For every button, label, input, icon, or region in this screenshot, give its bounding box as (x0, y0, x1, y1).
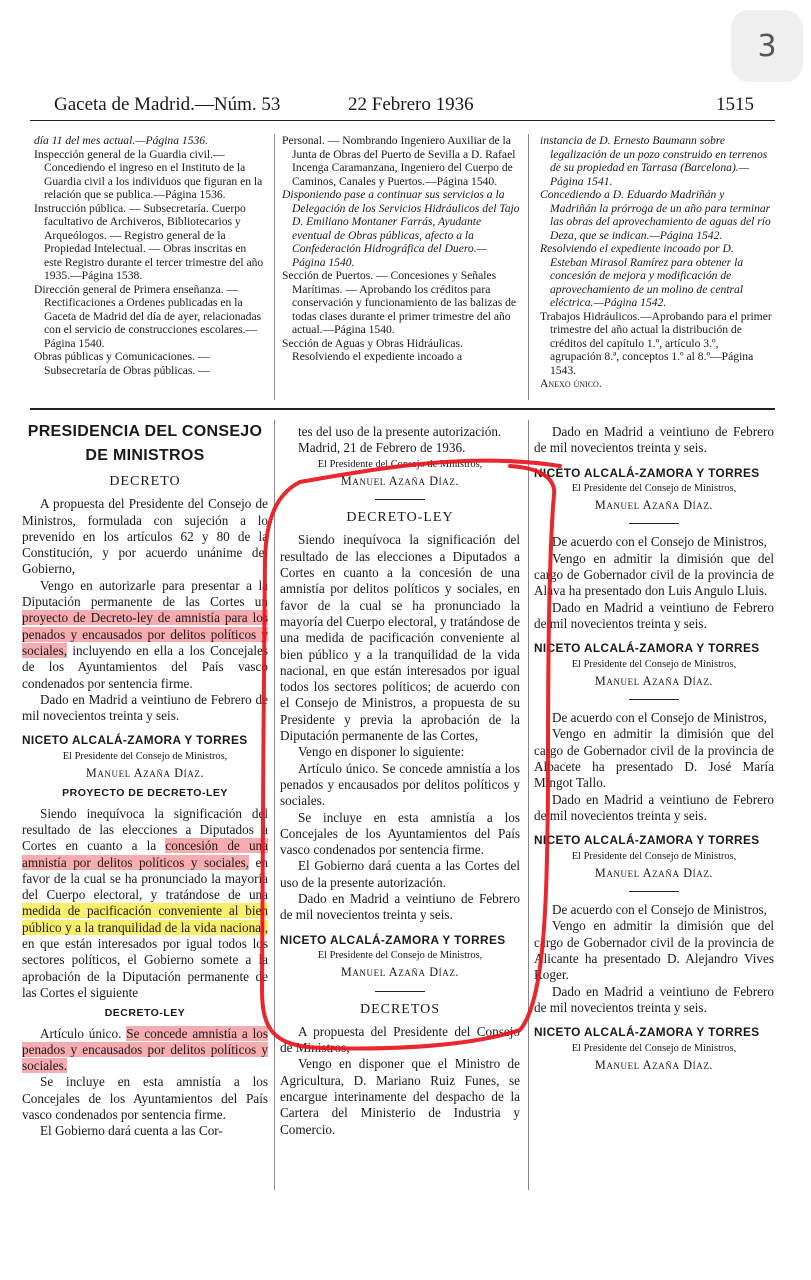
signature-caption: El Presidente del Consejo de Ministros, (571, 658, 737, 670)
paragraph: Se incluye en esta amnistía a los Concejales de los Ayuntamientos del País vasco condenados por sentencia firme. (22, 1074, 268, 1122)
signature-president: NICETO ALCALÁ-ZAMORA Y TORRES (534, 641, 760, 656)
paragraph: Artículo único. Se concede amnistía a los penados y encausados por delitos políticos y sociales. (22, 1025, 268, 1074)
signature-president: NICETO ALCALÁ-ZAMORA Y TORRES (534, 833, 760, 848)
paragraph: A propuesta del Presidente del Consejo de Ministros, formulada con sujeción a lo prevenido en los artículos 62 y 80 de la Constitución, y por acuerdo unánime del Gobierno, (22, 496, 268, 577)
index-entry: Sección de Puertos. — Concesiones y Señales Marítimas. — Aprobando los créditos para conservación y funcionamiento de las balizas de todas clases durante el primer trimestre del año actual.—Página 1540. (282, 269, 517, 336)
signature-caption: El Presidente del Consejo de Ministros, (317, 458, 483, 470)
paragraph: De acuerdo con el Consejo de Ministros, (552, 534, 767, 550)
decree-title: DECRETO (109, 474, 181, 489)
paragraph: Dado en Madrid a veintiuno de Febrero de mil novecientos treinta y seis. (534, 599, 774, 631)
paragraph: Vengo en disponer lo siguiente: (298, 744, 465, 760)
paragraph: Artículo único. Se concede amnistía a los penados y encausados por delitos políticos y sociales. (280, 760, 520, 809)
highlight-yellow: medida de pacificación conveniente al bien público y a la tranquilidad de la vida nacional, (22, 903, 268, 935)
highlight-red: concesión de una amnistía por delitos políticos y sociales, (22, 838, 269, 870)
highlight-red: proyecto de Decreto-ley de amnistía para los penados y encausados por delitos políticos y sociales, (22, 610, 268, 658)
signature-minister: Manuel Azaña Díaz. (594, 865, 714, 880)
signature-caption: El Presidente del Consejo de Ministros, (317, 949, 483, 961)
paragraph: Se incluye en esta amnistía a los Concejales de los Ayuntamientos del País vasco condenados por sentencia firme. (280, 809, 520, 858)
highlight-red: Se concede amnistía a los penados y encausados por delitos políticos y sociales. (22, 1025, 268, 1074)
gazette-date: 22 Febrero 1936 (348, 94, 474, 115)
signature-minister: Manuel Azaña Díaz. (594, 1057, 714, 1072)
decree-title: DECRETOS (359, 1001, 441, 1017)
signature-minister: Manuel Azaña Díaz. (85, 766, 205, 781)
paragraph: Madrid, 21 de Febrero de 1936. (298, 440, 466, 456)
index-entry: Dirección general de Primera enseñanza. — Rectificaciones a Ordenes publicadas en la Gaceta de Madrid del día de ayer, relacionadas con el servicio de construcciones escolares.—Página 1540. (34, 282, 262, 350)
index-entry: Personal. — Nombrando Ingeniero Auxiliar de la Junta de Obras del Puerto de Sevilla a D. Rafael Incenga Caramanzana, Ingeniero del Cuerpo de Caminos, Canales y Puertos.—Página 1540. (282, 134, 516, 188)
red-annotation-stroke (262, 461, 560, 1049)
signature-minister: Manuel Azaña Díaz. (594, 498, 714, 513)
signature-caption: El Presidente del Consejo de Ministros, (571, 1042, 737, 1054)
decretoley-title: DECRETO-LEY (104, 1007, 186, 1020)
paragraph: Dado en Madrid a veintiuno de Febrero de mil novecientos treinta y seis. (22, 691, 268, 724)
index-entry: Concediendo a D. Eduardo Madriñán y Madriñán la prórroga de un año para terminar las obras del aprovechamiento de aguas del río Deza, que se indican.—Página 1542. (540, 188, 771, 242)
index-entry: Obras públicas y Comunicaciones. — Subsecretaría de Obras públicas. — (34, 350, 210, 377)
paragraph: Vengo en admitir la dimisión que del cargo de Gobernador civil de la provincia de Albacete ha presentado D. José María Mingot Tallo. (534, 726, 774, 791)
paragraph: Vengo en admitir la dimisión que del cargo de Gobernador civil de la provincia de Alicante ha presentado D. Alejandro Vives Roger. (534, 918, 774, 983)
signature-minister: Manuel Azaña Díaz. (594, 673, 714, 688)
index-entry: Instrucción pública. — Subsecretaría. Cuerpo facultativo de Archiveros, Bibliotecarios y Arqueólogos. — Registro general de la Propiedad Intelectual. — Obras inscritas en este Registro durante el tercer trimestre del año 1935.—Página 1538. (34, 201, 264, 282)
paragraph: Dado en Madrid a veintiuno de Febrero de mil novecientos treinta y seis. (280, 891, 520, 923)
signature-minister: Manuel Azaña Díaz. (340, 473, 460, 488)
paragraph: Vengo en admitir la dimisión que del cargo de Gobernador civil de la provincia de Alava ha presentado don Luis Angulo Lluis. (534, 550, 774, 599)
signature-president: NICETO ALCALÁ-ZAMORA Y TORRES (534, 465, 760, 480)
section-heading: DE MINISTROS (85, 447, 205, 464)
page-number-badge: 3 (731, 10, 803, 82)
decree-title: DECRETO-LEY (346, 510, 454, 526)
gazette-title: Gaceta de Madrid.—Núm. 53 (54, 94, 281, 115)
index-entry: Resolviendo el expediente incoado por D. Esteban Mirasol Ramírez para obtener la concesión de mejora y modificación de aprovechamiento de un molino de central eléctrica.—Página 1542. (540, 242, 744, 309)
paragraph: De acuerdo con el Consejo de Ministros, (552, 902, 767, 918)
paragraph: A propuesta del Presidente del Consejo de Ministros, (280, 1023, 520, 1056)
signature-minister: Manuel Azaña Díaz. (340, 965, 460, 980)
paragraph: Vengo en autorizarle para presentar a la Diputación permanente de las Cortes un proyecto de Decreto-ley de amnistía para los penados y encausados por delitos políticos y sociales, incluyendo en ella a los Concejales de los Ayuntamientos del País vasco condenados por sentencia firme. (22, 577, 268, 691)
paragraph: Dado en Madrid a veintiuno de Febrero de mil novecientos treinta y seis. (534, 791, 774, 823)
index-entry: Disponiendo pase a continuar sus servicios a la Delegación de los Servicios Hidráulicos del Tajo D. Emiliano Montaner Farrás, Ayudante eventual de Obras públicas, afecto a la Confederación Hidrográfica del Duero.—Página 1540. (282, 188, 520, 269)
paragraph: Dado en Madrid a veintiuno de Febrero de mil novecientos treinta y seis. (534, 424, 774, 456)
paragraph: Vengo en disponer que el Ministro de Agricultura, D. Mariano Ruiz Funes, se encargue interinamente del despacho de la Cartera del Ministerio de Industria y Comercio. (280, 1056, 520, 1137)
gazette-page-number: 1515 (716, 94, 754, 115)
index-entry: Inspección general de la Guardia civil.—Concediendo el ingreso en el Instituto de la Guardia civil a los individuos que figuran en la relación que se publica.—Página 1536. (34, 147, 263, 201)
signature-caption: El Presidente del Consejo de Ministros, (571, 482, 737, 494)
index-entry: día 11 del mes actual.—Página 1536. (34, 134, 208, 147)
proyecto-title: PROYECTO DE DECRETO-LEY (62, 787, 228, 800)
paragraph: Dado en Madrid a veintiuno de Febrero de mil novecientos treinta y seis. (534, 983, 774, 1015)
signature-caption: El Presidente del Consejo de Ministros, (62, 750, 228, 762)
paragraph: De acuerdo con el Consejo de Ministros, (552, 710, 767, 726)
paragraph: Siendo inequívoca la significación del resultado de las elecciones a Diputados a Cortes en cuanto a la concesión de una amnistía por delitos políticos y sociales, en favor de la cual se ha pronunciado la mayoría del Cuerpo electoral, y tratándose de una medida de pacificación conveniente al bien público y a la tranquilidad de la vida nacional, en que están interesados por igual todos los sectores políticos; de acuerdo con el Consejo de Ministros, a propuesta de su Presidente y previa la aprobación de la Diputación permanente de las Cortes, (280, 532, 520, 744)
paragraph: El Gobierno dará cuenta a las Cor- (40, 1123, 223, 1139)
index-entry: Trabajos Hidráulicos.—Aprobando para el primer trimestre del año actual la distribución de créditos del capítulo 1.º, artículo 3.º, agrupación 8.ª, conceptos 1.º al 8.º—Página 1543. (540, 309, 772, 377)
signature-president: NICETO ALCALÁ-ZAMORA Y TORRES (22, 733, 248, 748)
index-entry: Anexo único. (540, 377, 602, 390)
paragraph: Siendo inequívoca la significación del resultado de las elecciones a Diputados a Cortes en cuanto a la concesión de una amnistía por delitos políticos y sociales, en favor de la cual se ha pronunciado la mayoría del Cuerpo electoral, y tratándose de una medida de pacificación conveniente al bien público y a la tranquilidad de la vida nacional, en que están interesados por igual todos los sectores políticos, el Gobierno somete a la aprobación de la Diputación permanente de las Cortes el siguiente (22, 805, 269, 1000)
signature-caption: El Presidente del Consejo de Ministros, (571, 850, 737, 862)
index-entry: instancia de D. Ernesto Baumann sobre legalización de un pozo construido en terrenos de su propiedad en Tarrasa (Barcelona).—Página 1541. (540, 134, 768, 188)
signature-president: NICETO ALCALÁ-ZAMORA Y TORRES (534, 1025, 760, 1040)
paragraph: El Gobierno dará cuenta a las Cortes del uso de la presente autorización. (280, 858, 520, 890)
section-heading: PRESIDENCIA DEL CONSEJO (27, 423, 263, 440)
index-entry: Sección de Aguas y Obras Hidráulicas. Resolviendo el expediente incoado a (282, 336, 463, 363)
signature-president: NICETO ALCALÁ-ZAMORA Y TORRES (280, 932, 506, 947)
paragraph: tes del uso de la presente autorización. (298, 424, 502, 439)
